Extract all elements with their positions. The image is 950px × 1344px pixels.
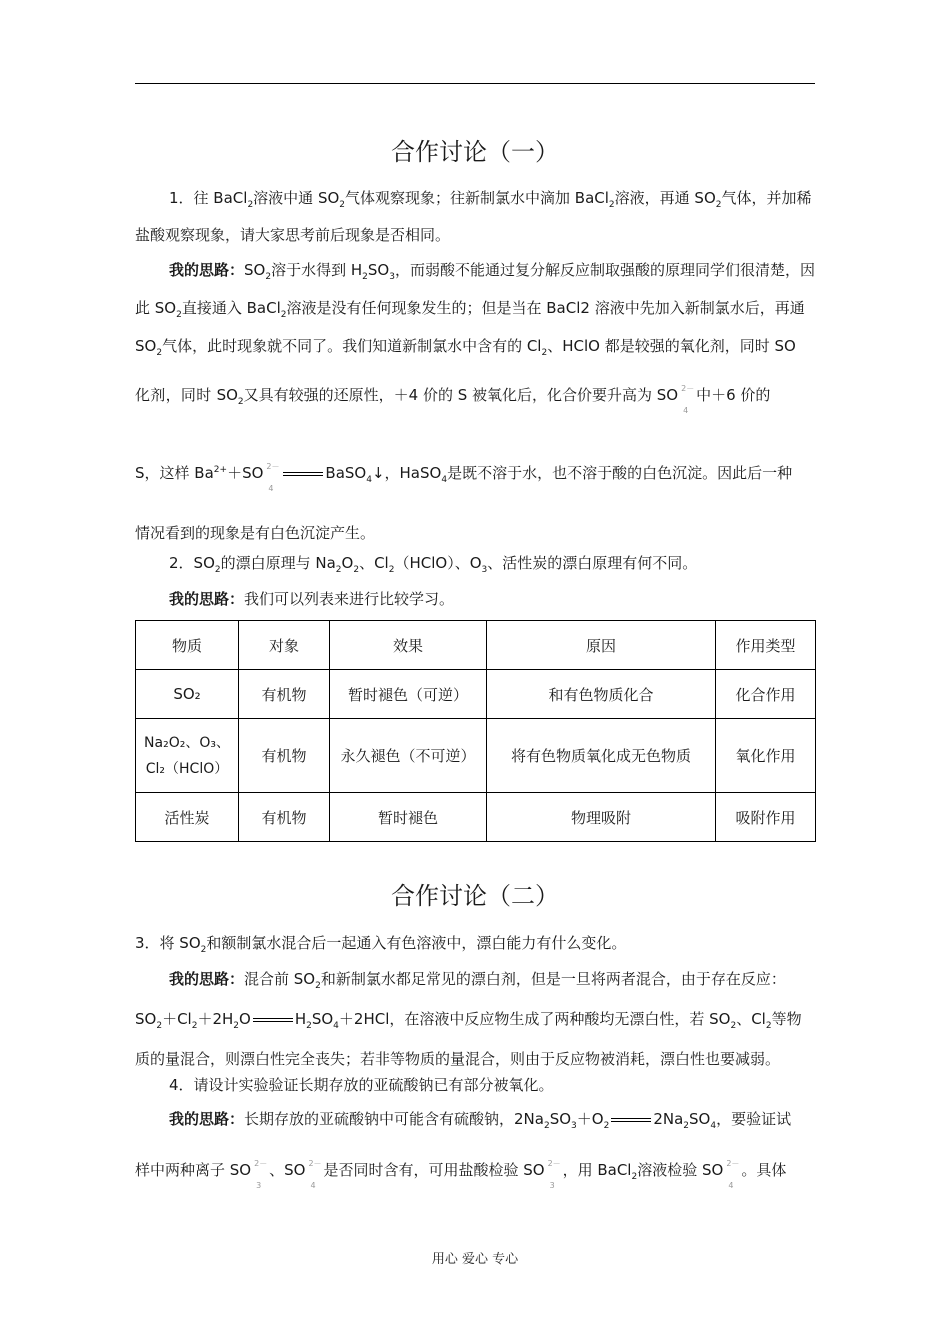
sulfate-ion-notation: 2－ 4 (266, 462, 280, 493)
table-row (136, 719, 816, 793)
answer-3: 我的思路：混合前 $SO_2$和新制氯水都足常见的漂白剂，但是一旦将两者混合，由于存在反应：$SO_2+Cl_2+2H_2O$ $H_2SO_4+2HCl$，在溶液中反应物生成了两种酸均无漂白性，若 $SO_2$、$Cl_2$等物质的量混合，则漂白性完全丧失；若非等物质的量混合，则由于反应物被消耗，漂白性也要减弱。 (135, 970, 802, 1068)
table-header: 作用类型 (716, 621, 816, 670)
answer-1-part-2: 化剂，同时 $SO_2$又具有较强的还原性，＋4 价的 S 被氧化后，化合价要升高为 SO 2－ 4 中＋6 价的 (135, 384, 771, 415)
table-cell: 物理吸附 (487, 793, 716, 842)
page-footer: 用心 爱心 专心 (431, 1252, 519, 1267)
answer-2: 我的思路：我们可以列表来进行比较学习。 (169, 590, 455, 608)
question-3: 3．将 $SO_2$和额制氯水混合后一起通入有色溶液中，漂白能力有什么变化。 (135, 934, 627, 955)
table-cell: 有机物 (239, 793, 330, 842)
answer-1-part-4: 情况看到的现象是有白色沉淀产生。 (135, 524, 376, 542)
table-cell: 吸附作用 (716, 793, 816, 842)
table-header: 效果 (330, 621, 487, 670)
question-1: 1．往 BaCl$_2$溶液中通 $SO_2$气体观察现象；往新制氯水中滴加 BaCl$_2$溶液，再通 $SO_2$气体，并加稀盐酸观察现象，请大家思考前后现象是否相同。 (135, 189, 812, 244)
reaction-equals-sign (611, 1118, 651, 1122)
table-cell: 有机物 (239, 670, 330, 719)
table-row (136, 793, 816, 842)
answer-4-part-2: 样中两种离子 SO 2－ 3 、SO 2－ 4 是否同时含有，可用盐酸检验 SO 2－ 3 ，用 BaCl$_2$溶液检验 SO 2－ 4 。具体 (135, 1159, 787, 1190)
table-header: 物质 (136, 621, 239, 670)
table-cell: 有机物 (239, 719, 330, 793)
sulfite-ion-notation: 2－ 3 (254, 1159, 268, 1190)
table-cell: 暂时褪色 (330, 793, 487, 842)
table-cell: 永久褪色（不可逆） (330, 719, 487, 793)
table-cell: 氧化作用 (716, 719, 816, 793)
table-cell: 化合作用 (716, 670, 816, 719)
comparison-table (135, 620, 816, 842)
table-header-row (136, 621, 816, 670)
table-row (136, 670, 816, 719)
table-cell: 将有色物质氧化成无色物质 (487, 719, 716, 793)
sulfate-ion-notation: 2－ 4 (726, 1159, 740, 1190)
reaction-equals-sign (283, 472, 323, 476)
table-header: 对象 (239, 621, 330, 670)
question-2: 2．$SO_2$的漂白原理与 $Na_2O_2$、$Cl_2(HClO)$、$O_3$、活性炭的漂白原理有何不同。 (169, 554, 698, 575)
table-header: 原因 (487, 621, 716, 670)
section-title-1: 合作讨论（一） (391, 138, 559, 166)
section-title-2: 合作讨论（二） (391, 882, 559, 910)
table-cell: 和有色物质化合 (487, 670, 716, 719)
answer-1-part-3: S，这样 $Ba^{2+}+SO$ 2－ 4 BaSO$_4$↓，HaSO$_4$是既不溶于水，也不溶于酸的白色沉淀。因此后一种 (135, 462, 793, 493)
table-cell: SO₂ (136, 670, 239, 719)
table-cell: 活性炭 (136, 793, 239, 842)
table-cell: 暂时褪色（可逆） (330, 670, 487, 719)
answer-1-part-1: 我的思路：$SO_2$溶于水得到 $H_2SO_3$，而弱酸不能通过复分解反应制取强酸的原理同学们很清楚，因此 $SO_2$直接通入 BaCl$_2$溶液是没有任何现象发生的；但是当在 BaCl2 溶液中先加入新制氯水后，再通 $SO_2$气体，此时现象就不同了。我们知道新制氯水中含有的 $Cl_2$、HClO 都是较强的氧化剂，同时 SO (135, 261, 815, 358)
sulfite-ion-notation: 2－ 3 (547, 1159, 561, 1190)
answer-4-part-1: 我的思路：长期存放的亚硫酸钠中可能含有硫酸钠，$2Na_2SO_3+O_2$ $2Na_2SO_4$，要验证试 (169, 1110, 792, 1131)
table-cell: Na₂O₂、O₃、Cl₂（HClO） (136, 719, 239, 793)
sulfate-ion-notation: 2－ 4 (308, 1159, 322, 1190)
sulfate-ion-notation: 2－ 4 (681, 384, 695, 415)
header-rule (135, 83, 815, 84)
question-4: 4．请设计实验验证长期存放的亚硫酸钠已有部分被氧化。 (169, 1076, 554, 1094)
reaction-equals-sign (253, 1018, 293, 1022)
